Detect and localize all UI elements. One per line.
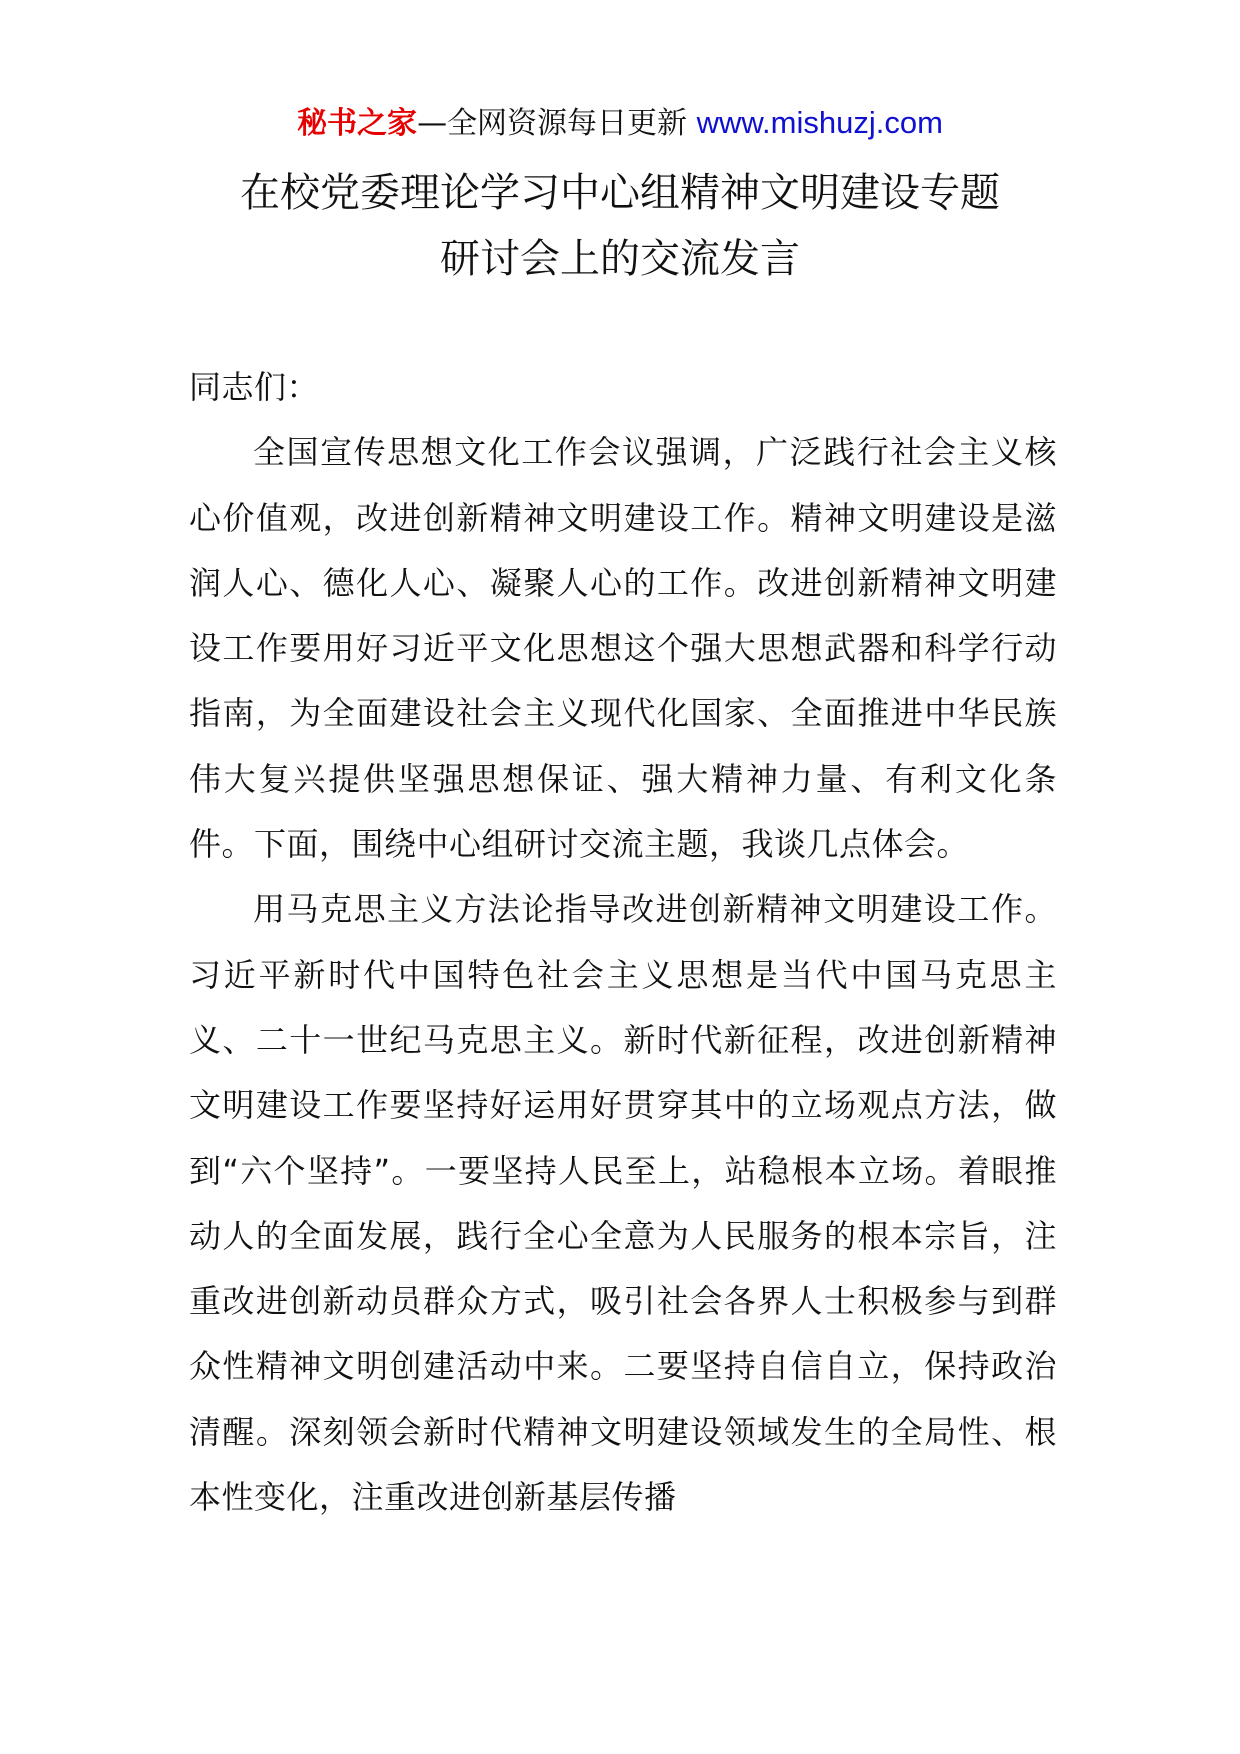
title-line-1: 在校党委理论学习中心组精神文明建设专题 xyxy=(240,170,1000,216)
site-url-link[interactable]: www.mishuzj.com xyxy=(696,105,943,140)
document-body xyxy=(189,355,1057,1530)
document-title xyxy=(0,160,1240,292)
site-header xyxy=(0,100,1240,147)
title-line-2: 研讨会上的交流发言 xyxy=(440,236,800,282)
paragraph-2: 用马克思主义方法论指导改进创新精神文明建设工作。习近平新时代中国特色社会主义思想是当代中国马克思主义、二十一世纪马克思主义。新时代新征程，改进创新精神文明建设工作要坚持好运用好贯穿其中的立场观点方法，做到“六个坚持”。一要坚持人民至上，站稳根本立场。着眼推动人的全面发展，践行全心全意为人民服务的根本宗旨，注重改进创新动员群众方式，吸引社会各界人士积极参与到群众性精神文明创建活动中来。二要坚持自信自立，保持政治清醒。深刻领会新时代精神文明建设领域发生的全局性、根本性变化，注重改进创新基层传播 xyxy=(189,890,1057,1517)
site-brand: 秘书之家 xyxy=(297,106,418,141)
salutation: 同志们： xyxy=(189,368,320,406)
paragraph-1: 全国宣传思想文化工作会议强调，广泛践行社会主义核心价值观，改进创新精神文明建设工作。精神文明建设是滋润人心、德化人心、凝聚人心的工作。改进创新精神文明建设工作要用好习近平文化思想这个强大思想武器和科学行动指南，为全面建设社会主义现代化国家、全面推进中华民族伟大复兴提供坚强思想保证、强大精神力量、有利文化条件。下面，围绕中心组研讨交流主题，我谈几点体会。 xyxy=(189,433,1057,864)
site-tagline: —全网资源每日更新 xyxy=(417,106,688,141)
